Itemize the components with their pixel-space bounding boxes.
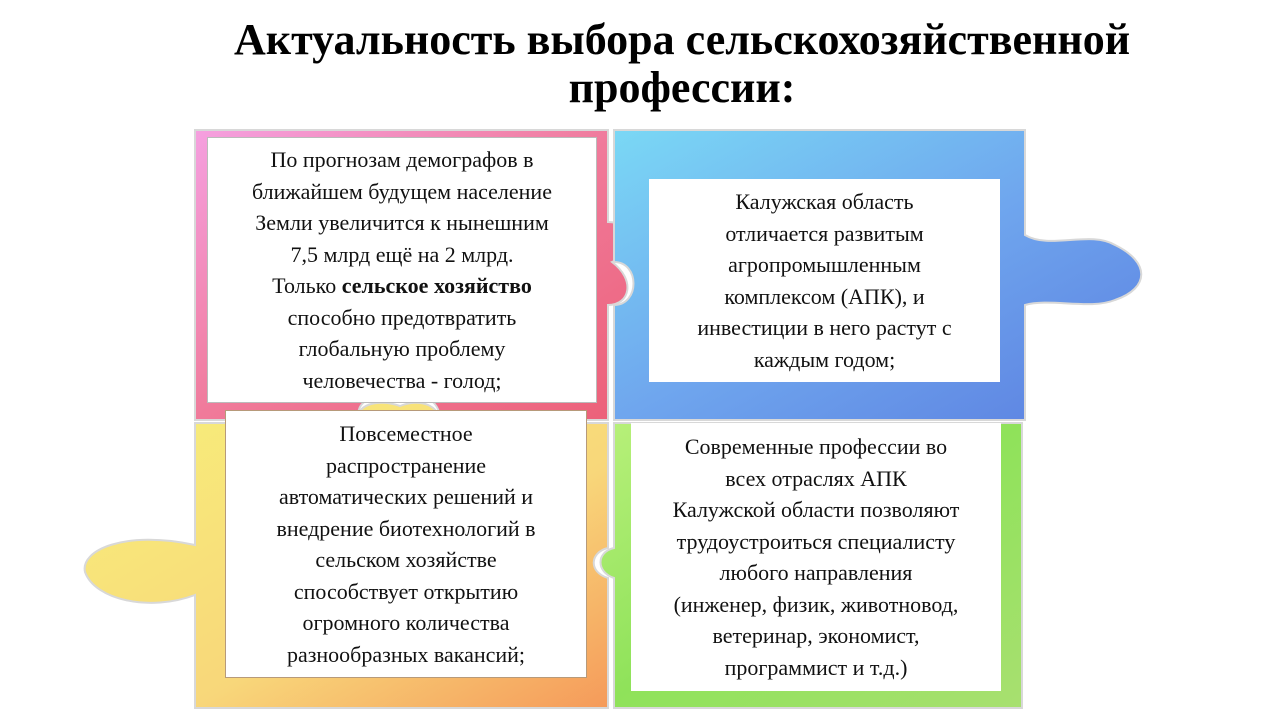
br-line-6: (инженер, физик, животновод, xyxy=(673,591,959,617)
br-line-1: Современные профессии во xyxy=(684,434,948,459)
br-line-4: трудоустроиться специалисту xyxy=(676,528,956,554)
tl-emphasis-line xyxy=(208,270,596,302)
tl-line-4: 7,5 млрд ещё на 2 млрд. xyxy=(290,241,514,267)
tr-line-5: инвестиции в него растут с xyxy=(697,315,952,340)
bl-line-5: сельском хозяйстве xyxy=(315,547,497,572)
tl-line-7: глобальную проблему xyxy=(298,336,506,361)
br-line-5: любого направления xyxy=(719,560,913,585)
tl-emph-prefix: Только xyxy=(272,273,342,298)
text-box-population xyxy=(207,137,597,403)
title-line-2: профессии: xyxy=(568,63,796,112)
bl-line-4: внедрение биотехнологий в xyxy=(276,515,536,541)
tr-line-2: отличается развитым xyxy=(725,220,924,246)
tl-emph-bold: сельское хозяйство xyxy=(341,273,532,298)
tl-line-8: человечества - голод; xyxy=(302,367,502,393)
title-line-1: Актуальность выбора сельскохозяйственной xyxy=(233,15,1131,64)
tl-line-3: Земли увеличится к нынешним xyxy=(255,210,549,235)
bl-line-1: Повсеместное xyxy=(339,421,473,446)
br-line-2: всех отраслях АПК xyxy=(725,465,907,491)
text-box-kaluga-apk xyxy=(649,179,1000,382)
bl-line-2: распространение xyxy=(325,452,487,478)
bl-line-8: разнообразных вакансий; xyxy=(286,641,526,667)
tr-line-3: агропромышленным xyxy=(728,252,921,277)
tr-line-4: комплексом (АПК), и xyxy=(724,283,925,309)
text-box-professions xyxy=(631,423,1001,691)
tr-line-6: каждым годом; xyxy=(753,346,896,372)
tl-line-6: способно предотвратить xyxy=(287,304,517,330)
text-box-automation xyxy=(225,410,587,678)
br-line-8: программист и т.д.) xyxy=(724,654,908,680)
tr-line-1: Калужская область xyxy=(735,189,914,214)
br-line-7: ветеринар, экономист, xyxy=(712,623,920,648)
tl-line-2: ближайшем будущем население xyxy=(252,178,552,204)
tl-line-1: По прогнозам демографов в xyxy=(270,147,534,172)
bl-line-6: способствует открытию xyxy=(293,578,519,604)
bl-line-3: автоматических решений и xyxy=(278,484,534,509)
br-line-3: Калужской области позволяют xyxy=(672,497,960,522)
bl-line-7: огромного количества xyxy=(302,610,510,635)
